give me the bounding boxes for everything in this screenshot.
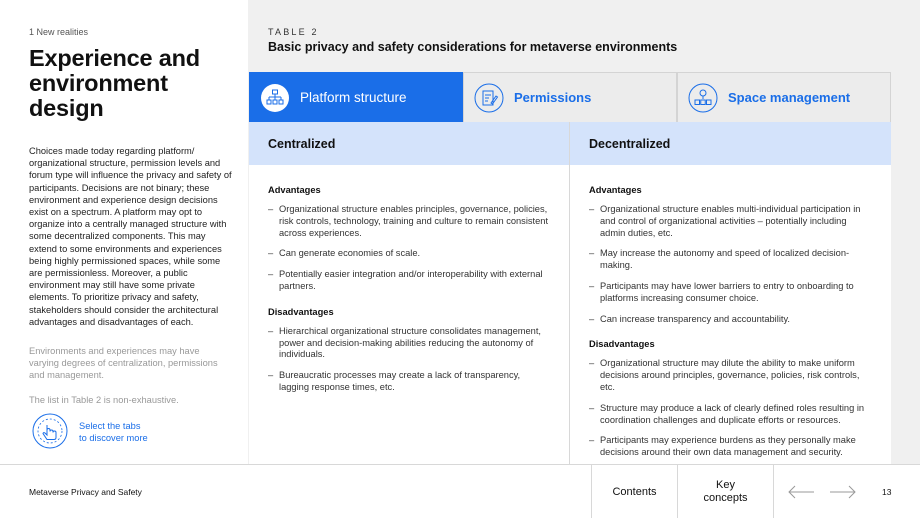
- footer: [0, 464, 920, 518]
- tab-permissions[interactable]: [463, 72, 677, 122]
- disadvantages-heading: Disadvantages: [268, 306, 334, 317]
- intro-paragraph: Choices made today regarding platform/ organizational structure, permission levels and forum type will influence the privacy and safety of participants. Decisions are not binary; these environment and experience design decisions exist on a spectrum. A platform may opt to organize into a centrally managed structure with some decentralized components. This may extend to some environments and experiences being highly permissioned spaces, while some are permissionless. Moreover, a public environment may still have some private elements. To prioritize privacy and safety, stakeholders should consider the architectural advantages and disadvantages of each.: [29, 146, 232, 327]
- org-chart-icon: [260, 83, 290, 113]
- list-item: – Organizational structure may dilute the ability to make uniform decisions around principles, governance, policies, risk controls, etc.: [589, 358, 872, 393]
- tab-platform-structure[interactable]: [249, 72, 463, 122]
- list-item: – Can increase transparency and accountability.: [589, 314, 872, 326]
- arrow-left-icon[interactable]: [787, 485, 815, 499]
- key-concepts-line1: Key: [716, 479, 735, 491]
- tap-hint-line1: Select the tabs: [79, 421, 141, 431]
- tap-hint: [79, 420, 148, 444]
- tab-space-management[interactable]: [677, 72, 891, 122]
- list-item: – Structure may produce a lack of clearly defined roles resulting in coordination challenges and duplicate efforts or resources.: [589, 403, 872, 427]
- column-decentralized: [570, 122, 891, 464]
- list-item: – Organizational structure enables principles, governance, policies, risk controls, technology, training and culture to remain consistent across experiences.: [268, 204, 550, 239]
- document-edit-icon: [474, 83, 504, 113]
- list-item: – May increase the autonomy and speed of localized decision-making.: [589, 248, 872, 272]
- column-title: Centralized: [249, 122, 569, 165]
- tab-platform-structure-label: Platform structure: [300, 90, 407, 105]
- list-item: – Participants may have lower barriers to entry to onboarding to platforms increasing consumer choice.: [589, 281, 872, 305]
- list-item: – Participants may experience burdens as they personally make decisions around their own data management and security.: [589, 435, 872, 459]
- list-item: – Organizational structure enables multi-individual participation in and control of organizational activities – potentially including admin duties, etc.: [589, 204, 872, 239]
- advantages-heading: Advantages: [589, 185, 642, 195]
- publication-title: Metaverse Privacy and Safety: [29, 487, 142, 497]
- arrow-right-icon[interactable]: [829, 485, 857, 499]
- note-centralization: Environments and experiences may have varying degrees of centralization, permissions and management.: [29, 346, 218, 381]
- page-navigation: [773, 465, 869, 518]
- column-title: Decentralized: [570, 122, 891, 165]
- disadvantages-heading: Disadvantages: [589, 339, 655, 350]
- section-label: 1 New realities: [29, 27, 89, 37]
- tap-hint-line2: to discover more: [79, 433, 148, 443]
- page-number: 13: [882, 487, 892, 497]
- page-title: Experience and environment design: [29, 45, 200, 121]
- list-item: – Bureaucratic processes may create a lack of transparency, lagging response times, etc.: [268, 370, 550, 394]
- key-concepts-line2: concepts: [703, 492, 748, 504]
- table-label: TABLE 2: [268, 27, 319, 37]
- column-centralized: [249, 122, 569, 464]
- note-non-exhaustive: The list in Table 2 is non-exhaustive.: [29, 395, 179, 405]
- contents-button[interactable]: Contents: [591, 465, 677, 518]
- table-title: Basic privacy and safety considerations for metaverse environments: [268, 40, 678, 54]
- tap-hand-icon: [31, 412, 69, 450]
- tab-space-management-label: Space management: [728, 90, 851, 105]
- list-item: – Can generate economies of scale.: [268, 248, 550, 260]
- advantages-heading: Advantages: [268, 185, 321, 195]
- location-grid-icon: [688, 83, 718, 113]
- sidebar-panel: [0, 0, 248, 464]
- tab-permissions-label: Permissions: [514, 90, 592, 105]
- list-item: – Potentially easier integration and/or interoperability with external partners.: [268, 269, 550, 293]
- list-item: – Hierarchical organizational structure consolidates management, power and decision-making abilities reducing the autonomy of individuals.: [268, 326, 550, 361]
- key-concepts-button[interactable]: [677, 465, 773, 518]
